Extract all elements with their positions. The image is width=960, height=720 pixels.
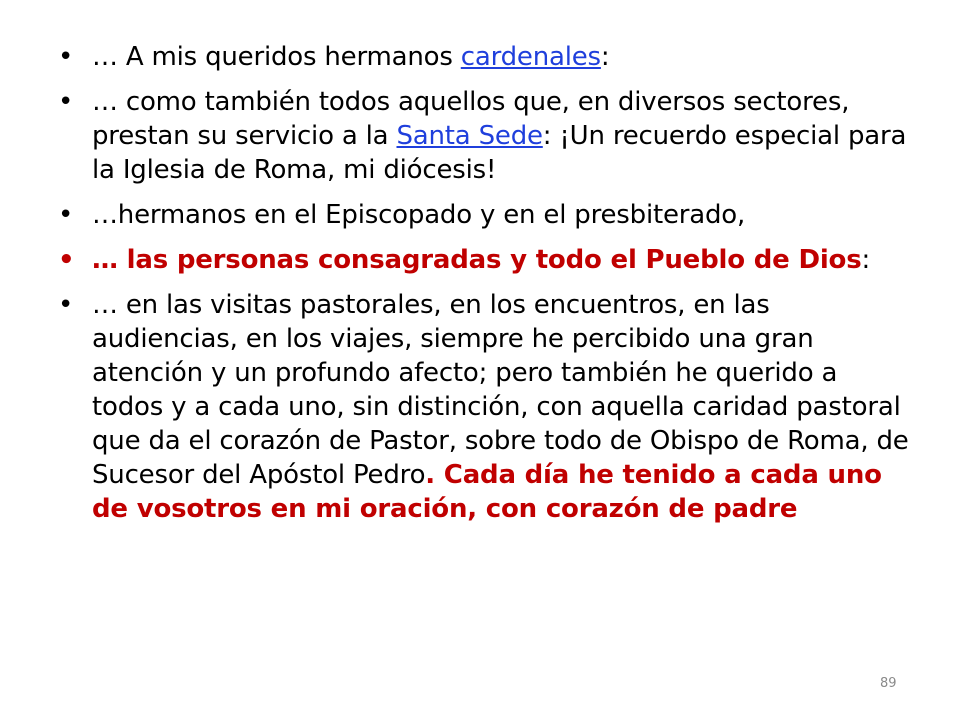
bullet-text: … en las visitas pastorales, en los encuentros, en las audiencias, en los viajes, siempre he percibido una gran atención y un profundo afecto; pero también he querido a todos y a cada uno, sin distinción, con aquella caridad pastoral que da el corazón de Pastor, sobre todo de Obispo de Roma, de Sucesor del Apóstol Pedro	[92, 290, 909, 490]
bullet-dot: •	[58, 245, 75, 275]
bullet-list	[56, 40, 916, 537]
page-number: 89	[880, 676, 897, 691]
bullet-item	[56, 40, 916, 74]
bullet-text: : ¡Un recuerdo especial para la Iglesia de Roma, mi diócesis!	[92, 121, 907, 185]
bullet-item	[56, 85, 916, 187]
bullet-item	[56, 288, 916, 526]
bullet-dot: •	[58, 42, 74, 72]
bullet-item	[56, 198, 916, 232]
cardenales-link[interactable]: cardenales	[460, 42, 601, 72]
bullet-dot: •	[58, 87, 74, 117]
bullet-item	[56, 243, 916, 277]
bullet-dot: •	[58, 200, 74, 230]
bullet-text: :	[600, 42, 610, 72]
bullet-text: :	[861, 245, 871, 275]
santa-sede-link[interactable]: Santa Sede	[396, 121, 543, 151]
bullet-text: … como también todos aquellos que, en diversos sectores, prestan su servicio a la	[92, 87, 850, 151]
bullet-text: …hermanos en el Episcopado y en el presbiterado,	[92, 200, 746, 230]
emphasis-text: … las personas consagradas y todo el Pueblo de Dios	[92, 245, 862, 275]
bullet-text: … A mis queridos hermanos	[92, 42, 461, 72]
emphasis-text: . Cada día he tenido a cada uno de vosotros en mi oración, con corazón de padre	[92, 460, 882, 524]
bullet-dot: •	[58, 290, 74, 320]
